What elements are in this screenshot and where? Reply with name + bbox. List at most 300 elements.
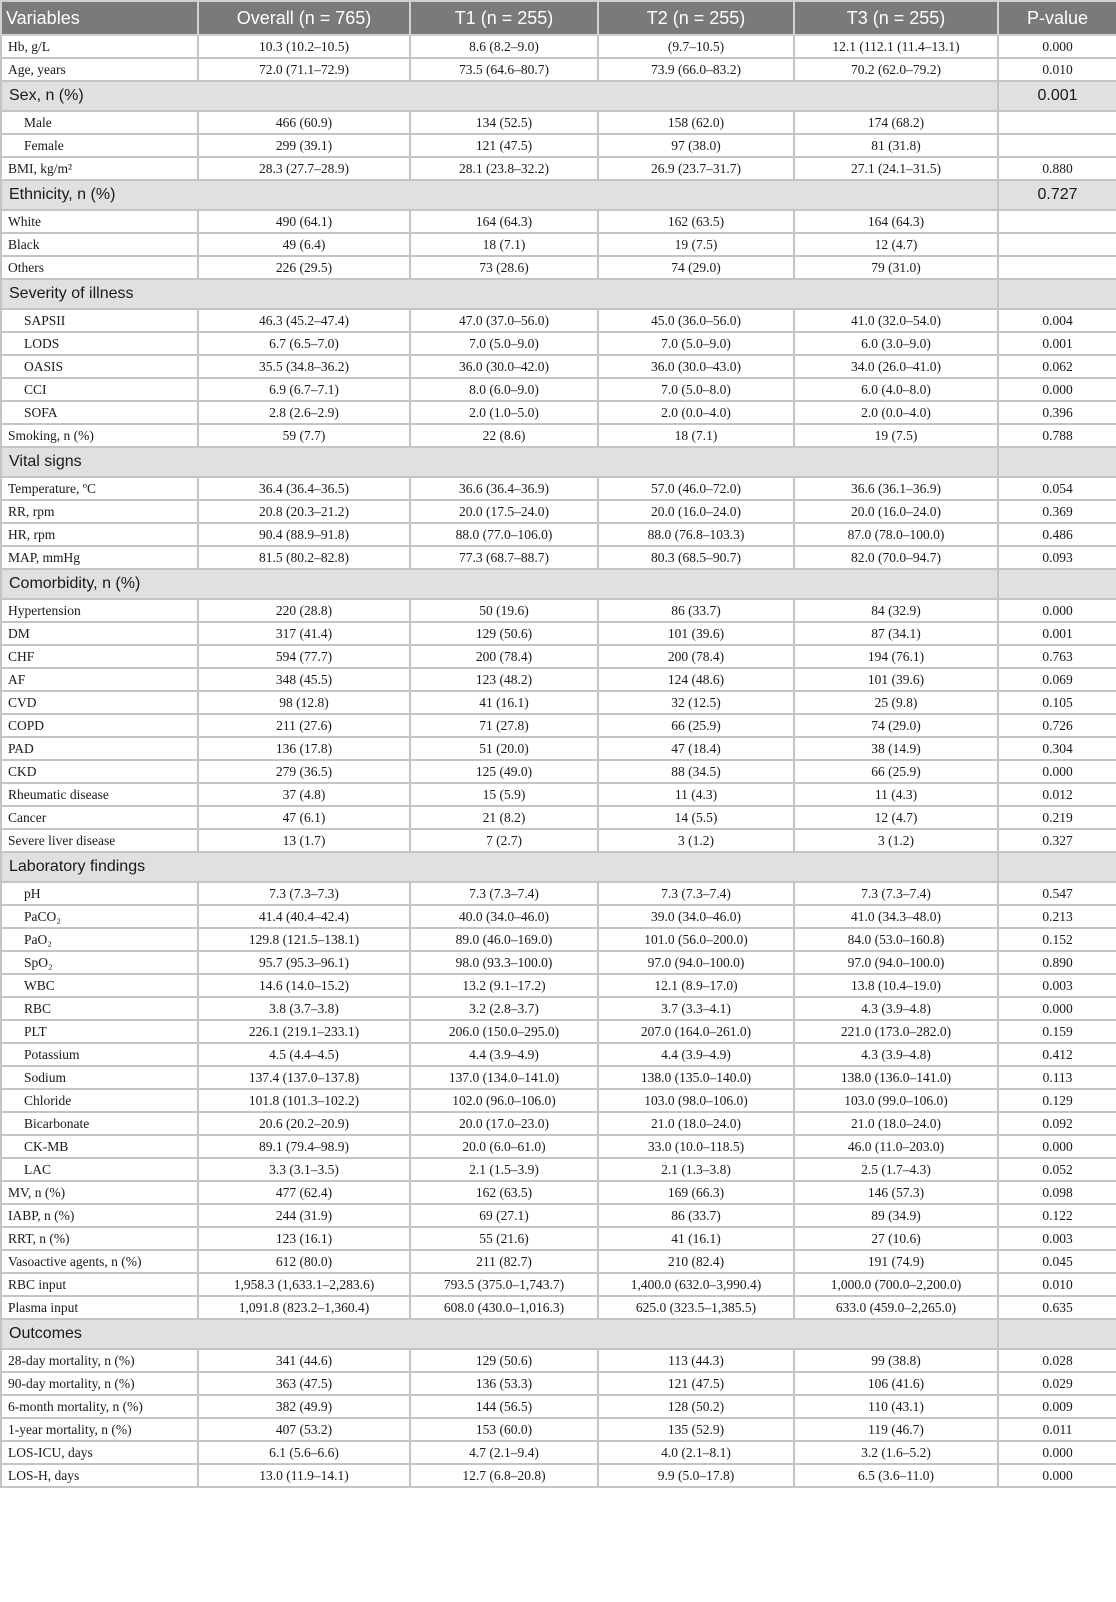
cell-t3: 81 (31.8) xyxy=(794,134,998,157)
cell-p-value: 0.012 xyxy=(998,783,1116,806)
table-row xyxy=(1,58,1116,81)
table-row xyxy=(1,401,1116,424)
cell-t2: 135 (52.9) xyxy=(598,1418,794,1441)
row-label: Severe liver disease xyxy=(1,829,198,852)
cell-t2: 33.0 (10.0–118.5) xyxy=(598,1135,794,1158)
cell-overall: 1,958.3 (1,633.1–2,283.6) xyxy=(198,1273,410,1296)
section-p-value: 0.727 xyxy=(998,180,1116,210)
cell-overall: 244 (31.9) xyxy=(198,1204,410,1227)
section-title: Sex, n (%) xyxy=(1,81,998,111)
row-label: LOS-H, days xyxy=(1,1464,198,1487)
table-row xyxy=(1,645,1116,668)
table-row xyxy=(1,134,1116,157)
cell-t1: 12.7 (6.8–20.8) xyxy=(410,1464,598,1487)
cell-t2: 12.1 (8.9–17.0) xyxy=(598,974,794,997)
cell-t1: 2.1 (1.5–3.9) xyxy=(410,1158,598,1181)
row-label: Black xyxy=(1,233,198,256)
cell-overall: 123 (16.1) xyxy=(198,1227,410,1250)
cell-t1: 36.6 (36.4–36.9) xyxy=(410,477,598,500)
cell-t3: 82.0 (70.0–94.7) xyxy=(794,546,998,569)
table-row xyxy=(1,1227,1116,1250)
cell-overall: 36.4 (36.4–36.5) xyxy=(198,477,410,500)
cell-overall: 98 (12.8) xyxy=(198,691,410,714)
cell-overall: 3.8 (3.7–3.8) xyxy=(198,997,410,1020)
cell-t3: 106 (41.6) xyxy=(794,1372,998,1395)
cell-overall: 90.4 (88.9–91.8) xyxy=(198,523,410,546)
table-row xyxy=(1,233,1116,256)
cell-t2: 45.0 (36.0–56.0) xyxy=(598,309,794,332)
cell-t1: 7.3 (7.3–7.4) xyxy=(410,882,598,905)
row-label: RRT, n (%) xyxy=(1,1227,198,1250)
cell-overall: 4.5 (4.4–4.5) xyxy=(198,1043,410,1066)
cell-overall: 6.1 (5.6–6.6) xyxy=(198,1441,410,1464)
cell-t3: 3 (1.2) xyxy=(794,829,998,852)
table-row xyxy=(1,500,1116,523)
section-title: Severity of illness xyxy=(1,279,998,309)
cell-p-value: 0.062 xyxy=(998,355,1116,378)
cell-t3: 191 (74.9) xyxy=(794,1250,998,1273)
row-label: SOFA xyxy=(1,401,198,424)
cell-overall: 466 (60.9) xyxy=(198,111,410,134)
cell-t3: 146 (57.3) xyxy=(794,1181,998,1204)
row-label: RR, rpm xyxy=(1,500,198,523)
cell-overall: 10.3 (10.2–10.5) xyxy=(198,35,410,58)
cell-overall: 46.3 (45.2–47.4) xyxy=(198,309,410,332)
cell-p-value: 0.010 xyxy=(998,58,1116,81)
table-row xyxy=(1,1204,1116,1227)
cell-t1: 164 (64.3) xyxy=(410,210,598,233)
cell-overall: 1,091.8 (823.2–1,360.4) xyxy=(198,1296,410,1319)
cell-t2: 2.0 (0.0–4.0) xyxy=(598,401,794,424)
cell-p-value: 0.105 xyxy=(998,691,1116,714)
table-row xyxy=(1,882,1116,905)
cell-overall: 129.8 (121.5–138.1) xyxy=(198,928,410,951)
cell-p-value: 0.547 xyxy=(998,882,1116,905)
cell-overall: 6.9 (6.7–7.1) xyxy=(198,378,410,401)
table-row xyxy=(1,622,1116,645)
cell-p-value: 0.028 xyxy=(998,1349,1116,1372)
row-label: PAD xyxy=(1,737,198,760)
cell-t1: 55 (21.6) xyxy=(410,1227,598,1250)
table-row xyxy=(1,546,1116,569)
row-label: PaCO₂ xyxy=(1,905,198,928)
cell-t2: 21.0 (18.0–24.0) xyxy=(598,1112,794,1135)
cell-p-value: 0.098 xyxy=(998,1181,1116,1204)
cell-t2: 128 (50.2) xyxy=(598,1395,794,1418)
cell-overall: 14.6 (14.0–15.2) xyxy=(198,974,410,997)
cell-p-value: 0.635 xyxy=(998,1296,1116,1319)
cell-t3: 97.0 (94.0–100.0) xyxy=(794,951,998,974)
table-row xyxy=(1,829,1116,852)
cell-p-value: 0.009 xyxy=(998,1395,1116,1418)
cell-p-value: 0.396 xyxy=(998,401,1116,424)
table-row xyxy=(1,1135,1116,1158)
cell-t3: 41.0 (32.0–54.0) xyxy=(794,309,998,332)
cell-t2: 7.0 (5.0–8.0) xyxy=(598,378,794,401)
cell-p-value: 0.486 xyxy=(998,523,1116,546)
cell-t2: 74 (29.0) xyxy=(598,256,794,279)
cell-t1: 121 (47.5) xyxy=(410,134,598,157)
cell-t1: 129 (50.6) xyxy=(410,622,598,645)
cell-t3: 164 (64.3) xyxy=(794,210,998,233)
cell-t3: 27 (10.6) xyxy=(794,1227,998,1250)
cell-p-value: 0.763 xyxy=(998,645,1116,668)
cell-t2: 20.0 (16.0–24.0) xyxy=(598,500,794,523)
cell-overall: 47 (6.1) xyxy=(198,806,410,829)
cell-overall: 7.3 (7.3–7.3) xyxy=(198,882,410,905)
cell-t3: 12.1 (112.1 (11.4–13.1) xyxy=(794,35,998,58)
cell-overall: 299 (39.1) xyxy=(198,134,410,157)
cell-overall: 137.4 (137.0–137.8) xyxy=(198,1066,410,1089)
row-label: Vasoactive agents, n (%) xyxy=(1,1250,198,1273)
cell-p-value: 0.010 xyxy=(998,1273,1116,1296)
cell-t1: 89.0 (46.0–169.0) xyxy=(410,928,598,951)
table-row xyxy=(1,1273,1116,1296)
cell-t1: 22 (8.6) xyxy=(410,424,598,447)
cell-overall: 382 (49.9) xyxy=(198,1395,410,1418)
row-label: Temperature, ºC xyxy=(1,477,198,500)
cell-overall: 37 (4.8) xyxy=(198,783,410,806)
row-label: PaO₂ xyxy=(1,928,198,951)
cell-t2: 103.0 (98.0–106.0) xyxy=(598,1089,794,1112)
cell-overall: 363 (47.5) xyxy=(198,1372,410,1395)
cell-t3: 21.0 (18.0–24.0) xyxy=(794,1112,998,1135)
cell-t1: 125 (49.0) xyxy=(410,760,598,783)
cell-t1: 20.0 (17.0–23.0) xyxy=(410,1112,598,1135)
table-row xyxy=(1,1112,1116,1135)
row-label: Others xyxy=(1,256,198,279)
cell-t1: 13.2 (9.1–17.2) xyxy=(410,974,598,997)
cell-t2: 210 (82.4) xyxy=(598,1250,794,1273)
table-row xyxy=(1,1418,1116,1441)
cell-t3: 66 (25.9) xyxy=(794,760,998,783)
cell-p-value: 0.069 xyxy=(998,668,1116,691)
cell-t3: 103.0 (99.0–106.0) xyxy=(794,1089,998,1112)
cell-p-value xyxy=(998,210,1116,233)
table-row xyxy=(1,424,1116,447)
row-label: CVD xyxy=(1,691,198,714)
cell-p-value: 0.001 xyxy=(998,622,1116,645)
cell-t2: 88.0 (76.8–103.3) xyxy=(598,523,794,546)
cell-t2: 7.3 (7.3–7.4) xyxy=(598,882,794,905)
row-label: PLT xyxy=(1,1020,198,1043)
cell-t2: 138.0 (135.0–140.0) xyxy=(598,1066,794,1089)
table-row xyxy=(1,256,1116,279)
cell-t1: 21 (8.2) xyxy=(410,806,598,829)
row-label: pH xyxy=(1,882,198,905)
table-row xyxy=(1,997,1116,1020)
cell-t1: 200 (78.4) xyxy=(410,645,598,668)
row-label: CCI xyxy=(1,378,198,401)
cell-t2: 80.3 (68.5–90.7) xyxy=(598,546,794,569)
cell-t2: 36.0 (30.0–43.0) xyxy=(598,355,794,378)
cell-t2: 625.0 (323.5–1,385.5) xyxy=(598,1296,794,1319)
table-row xyxy=(1,157,1116,180)
cell-t1: 144 (56.5) xyxy=(410,1395,598,1418)
row-label: Smoking, n (%) xyxy=(1,424,198,447)
cell-t3: 119 (46.7) xyxy=(794,1418,998,1441)
cell-t2: 86 (33.7) xyxy=(598,1204,794,1227)
row-label: 6-month mortality, n (%) xyxy=(1,1395,198,1418)
cell-p-value: 0.000 xyxy=(998,1441,1116,1464)
row-label: Chloride xyxy=(1,1089,198,1112)
cell-t3: 74 (29.0) xyxy=(794,714,998,737)
row-label: SAPSII xyxy=(1,309,198,332)
cell-t1: 28.1 (23.8–32.2) xyxy=(410,157,598,180)
header-t2: T2 (n = 255) xyxy=(598,1,794,35)
section-title: Comorbidity, n (%) xyxy=(1,569,998,599)
cell-p-value: 0.001 xyxy=(998,332,1116,355)
cell-p-value: 0.159 xyxy=(998,1020,1116,1043)
cell-t3: 633.0 (459.0–2,265.0) xyxy=(794,1296,998,1319)
cell-t2: 4.4 (3.9–4.9) xyxy=(598,1043,794,1066)
cell-t3: 19 (7.5) xyxy=(794,424,998,447)
cell-t2: 7.0 (5.0–9.0) xyxy=(598,332,794,355)
cell-t1: 50 (19.6) xyxy=(410,599,598,622)
table-row xyxy=(1,737,1116,760)
cell-p-value: 0.890 xyxy=(998,951,1116,974)
cell-t1: 793.5 (375.0–1,743.7) xyxy=(410,1273,598,1296)
row-label: 90-day mortality, n (%) xyxy=(1,1372,198,1395)
cell-t3: 3.2 (1.6–5.2) xyxy=(794,1441,998,1464)
section-title: Vital signs xyxy=(1,447,998,477)
cell-t2: 3.7 (3.3–4.1) xyxy=(598,997,794,1020)
cell-p-value: 0.052 xyxy=(998,1158,1116,1181)
cell-t2: 18 (7.1) xyxy=(598,424,794,447)
cell-p-value: 0.327 xyxy=(998,829,1116,852)
cell-overall: 35.5 (34.8–36.2) xyxy=(198,355,410,378)
cell-p-value: 0.093 xyxy=(998,546,1116,569)
table-row xyxy=(1,355,1116,378)
cell-t2: 19 (7.5) xyxy=(598,233,794,256)
cell-t3: 84.0 (53.0–160.8) xyxy=(794,928,998,951)
cell-t3: 20.0 (16.0–24.0) xyxy=(794,500,998,523)
table-row xyxy=(1,523,1116,546)
section-p-value xyxy=(998,279,1116,309)
cell-t2: 26.9 (23.7–31.7) xyxy=(598,157,794,180)
table-row xyxy=(1,599,1116,622)
cell-t2: 47 (18.4) xyxy=(598,737,794,760)
cell-overall: 95.7 (95.3–96.1) xyxy=(198,951,410,974)
cell-t1: 136 (53.3) xyxy=(410,1372,598,1395)
cell-t1: 88.0 (77.0–106.0) xyxy=(410,523,598,546)
row-label: Hb, g/L xyxy=(1,35,198,58)
cell-p-value: 0.219 xyxy=(998,806,1116,829)
cell-t1: 4.7 (2.1–9.4) xyxy=(410,1441,598,1464)
cell-t2: 2.1 (1.3–3.8) xyxy=(598,1158,794,1181)
table-row xyxy=(1,783,1116,806)
table-row xyxy=(1,1043,1116,1066)
section-p-value: 0.001 xyxy=(998,81,1116,111)
cell-t2: 158 (62.0) xyxy=(598,111,794,134)
cell-t1: 20.0 (6.0–61.0) xyxy=(410,1135,598,1158)
cell-t3: 12 (4.7) xyxy=(794,233,998,256)
cell-p-value: 0.213 xyxy=(998,905,1116,928)
cell-overall: 341 (44.6) xyxy=(198,1349,410,1372)
cell-t1: 77.3 (68.7–88.7) xyxy=(410,546,598,569)
cell-overall: 6.7 (6.5–7.0) xyxy=(198,332,410,355)
section-header-row xyxy=(1,447,1116,477)
cell-t3: 84 (32.9) xyxy=(794,599,998,622)
cell-t3: 70.2 (62.0–79.2) xyxy=(794,58,998,81)
table-row xyxy=(1,309,1116,332)
cell-t1: 153 (60.0) xyxy=(410,1418,598,1441)
cell-t1: 18 (7.1) xyxy=(410,233,598,256)
cell-p-value: 0.113 xyxy=(998,1066,1116,1089)
table-row xyxy=(1,905,1116,928)
cell-p-value: 0.000 xyxy=(998,997,1116,1020)
cell-p-value: 0.129 xyxy=(998,1089,1116,1112)
cell-p-value: 0.412 xyxy=(998,1043,1116,1066)
section-p-value xyxy=(998,1319,1116,1349)
cell-overall: 612 (80.0) xyxy=(198,1250,410,1273)
cell-t1: 71 (27.8) xyxy=(410,714,598,737)
table-row xyxy=(1,332,1116,355)
header-variables: Variables xyxy=(1,1,198,35)
row-label: Hypertension xyxy=(1,599,198,622)
cell-t3: 79 (31.0) xyxy=(794,256,998,279)
cell-t3: 1,000.0 (700.0–2,200.0) xyxy=(794,1273,998,1296)
cell-t1: 123 (48.2) xyxy=(410,668,598,691)
cell-overall: 220 (28.8) xyxy=(198,599,410,622)
cell-p-value: 0.000 xyxy=(998,35,1116,58)
cell-t1: 73 (28.6) xyxy=(410,256,598,279)
cell-t3: 174 (68.2) xyxy=(794,111,998,134)
cell-p-value: 0.000 xyxy=(998,760,1116,783)
cell-overall: 101.8 (101.3–102.2) xyxy=(198,1089,410,1112)
table-row xyxy=(1,951,1116,974)
cell-overall: 81.5 (80.2–82.8) xyxy=(198,546,410,569)
row-label: Cancer xyxy=(1,806,198,829)
cell-t1: 47.0 (37.0–56.0) xyxy=(410,309,598,332)
cell-t3: 4.3 (3.9–4.8) xyxy=(794,1043,998,1066)
cell-p-value: 0.369 xyxy=(998,500,1116,523)
cell-overall: 13 (1.7) xyxy=(198,829,410,852)
cell-overall: 72.0 (71.1–72.9) xyxy=(198,58,410,81)
cell-p-value: 0.003 xyxy=(998,1227,1116,1250)
section-header-row xyxy=(1,1319,1116,1349)
cell-t2: 113 (44.3) xyxy=(598,1349,794,1372)
cell-p-value: 0.000 xyxy=(998,1135,1116,1158)
cell-t3: 46.0 (11.0–203.0) xyxy=(794,1135,998,1158)
row-label: Female xyxy=(1,134,198,157)
cell-p-value: 0.045 xyxy=(998,1250,1116,1273)
cell-t1: 40.0 (34.0–46.0) xyxy=(410,905,598,928)
cell-p-value xyxy=(998,134,1116,157)
table-row xyxy=(1,928,1116,951)
row-label: White xyxy=(1,210,198,233)
cell-t1: 69 (27.1) xyxy=(410,1204,598,1227)
cell-overall: 28.3 (27.7–28.9) xyxy=(198,157,410,180)
section-header-row xyxy=(1,852,1116,882)
cell-overall: 490 (64.1) xyxy=(198,210,410,233)
header-t1: T1 (n = 255) xyxy=(410,1,598,35)
cell-p-value: 0.011 xyxy=(998,1418,1116,1441)
cell-t1: 206.0 (150.0–295.0) xyxy=(410,1020,598,1043)
cell-t3: 6.0 (4.0–8.0) xyxy=(794,378,998,401)
cell-overall: 477 (62.4) xyxy=(198,1181,410,1204)
table-row xyxy=(1,111,1116,134)
cell-p-value xyxy=(998,111,1116,134)
cell-p-value: 0.004 xyxy=(998,309,1116,332)
row-label: Male xyxy=(1,111,198,134)
cell-overall: 594 (77.7) xyxy=(198,645,410,668)
cell-t1: 211 (82.7) xyxy=(410,1250,598,1273)
cell-t2: 41 (16.1) xyxy=(598,1227,794,1250)
row-label: CHF xyxy=(1,645,198,668)
cell-p-value: 0.880 xyxy=(998,157,1116,180)
cell-t2: 97 (38.0) xyxy=(598,134,794,157)
cell-p-value: 0.122 xyxy=(998,1204,1116,1227)
cell-t3: 2.5 (1.7–4.3) xyxy=(794,1158,998,1181)
table-row xyxy=(1,760,1116,783)
cell-overall: 2.8 (2.6–2.9) xyxy=(198,401,410,424)
table-row xyxy=(1,668,1116,691)
row-label: HR, rpm xyxy=(1,523,198,546)
cell-p-value xyxy=(998,256,1116,279)
cell-p-value: 0.000 xyxy=(998,1464,1116,1487)
table-row xyxy=(1,974,1116,997)
table-row xyxy=(1,806,1116,829)
section-p-value xyxy=(998,852,1116,882)
cell-t1: 15 (5.9) xyxy=(410,783,598,806)
cell-t3: 221.0 (173.0–282.0) xyxy=(794,1020,998,1043)
cell-overall: 20.8 (20.3–21.2) xyxy=(198,500,410,523)
table-row xyxy=(1,1158,1116,1181)
cell-t2: 207.0 (164.0–261.0) xyxy=(598,1020,794,1043)
cell-t2: 101 (39.6) xyxy=(598,622,794,645)
cell-t1: 608.0 (430.0–1,016.3) xyxy=(410,1296,598,1319)
cell-t2: 11 (4.3) xyxy=(598,783,794,806)
cell-overall: 13.0 (11.9–14.1) xyxy=(198,1464,410,1487)
table-row xyxy=(1,1020,1116,1043)
row-label: LOS-ICU, days xyxy=(1,1441,198,1464)
cell-t2: 9.9 (5.0–17.8) xyxy=(598,1464,794,1487)
cell-t3: 41.0 (34.3–48.0) xyxy=(794,905,998,928)
row-label: Plasma input xyxy=(1,1296,198,1319)
cell-overall: 226 (29.5) xyxy=(198,256,410,279)
cell-t1: 73.5 (64.6–80.7) xyxy=(410,58,598,81)
cell-t2: 200 (78.4) xyxy=(598,645,794,668)
cell-t3: 7.3 (7.3–7.4) xyxy=(794,882,998,905)
row-label: OASIS xyxy=(1,355,198,378)
cell-overall: 407 (53.2) xyxy=(198,1418,410,1441)
section-p-value xyxy=(998,447,1116,477)
row-label: 28-day mortality, n (%) xyxy=(1,1349,198,1372)
cell-overall: 59 (7.7) xyxy=(198,424,410,447)
cell-t2: 124 (48.6) xyxy=(598,668,794,691)
section-title: Outcomes xyxy=(1,1319,998,1349)
cell-t3: 11 (4.3) xyxy=(794,783,998,806)
row-label: CK-MB xyxy=(1,1135,198,1158)
header-overall: Overall (n = 765) xyxy=(198,1,410,35)
cell-t2: 3 (1.2) xyxy=(598,829,794,852)
cell-t2: 66 (25.9) xyxy=(598,714,794,737)
table-row xyxy=(1,1066,1116,1089)
cell-overall: 20.6 (20.2–20.9) xyxy=(198,1112,410,1135)
cell-p-value: 0.029 xyxy=(998,1372,1116,1395)
table-row xyxy=(1,35,1116,58)
cell-t1: 7 (2.7) xyxy=(410,829,598,852)
cell-overall: 348 (45.5) xyxy=(198,668,410,691)
cell-overall: 136 (17.8) xyxy=(198,737,410,760)
table-row xyxy=(1,1441,1116,1464)
row-label: RBC input xyxy=(1,1273,198,1296)
row-label: LODS xyxy=(1,332,198,355)
cell-p-value: 0.304 xyxy=(998,737,1116,760)
cell-t3: 38 (14.9) xyxy=(794,737,998,760)
cell-t1: 137.0 (134.0–141.0) xyxy=(410,1066,598,1089)
